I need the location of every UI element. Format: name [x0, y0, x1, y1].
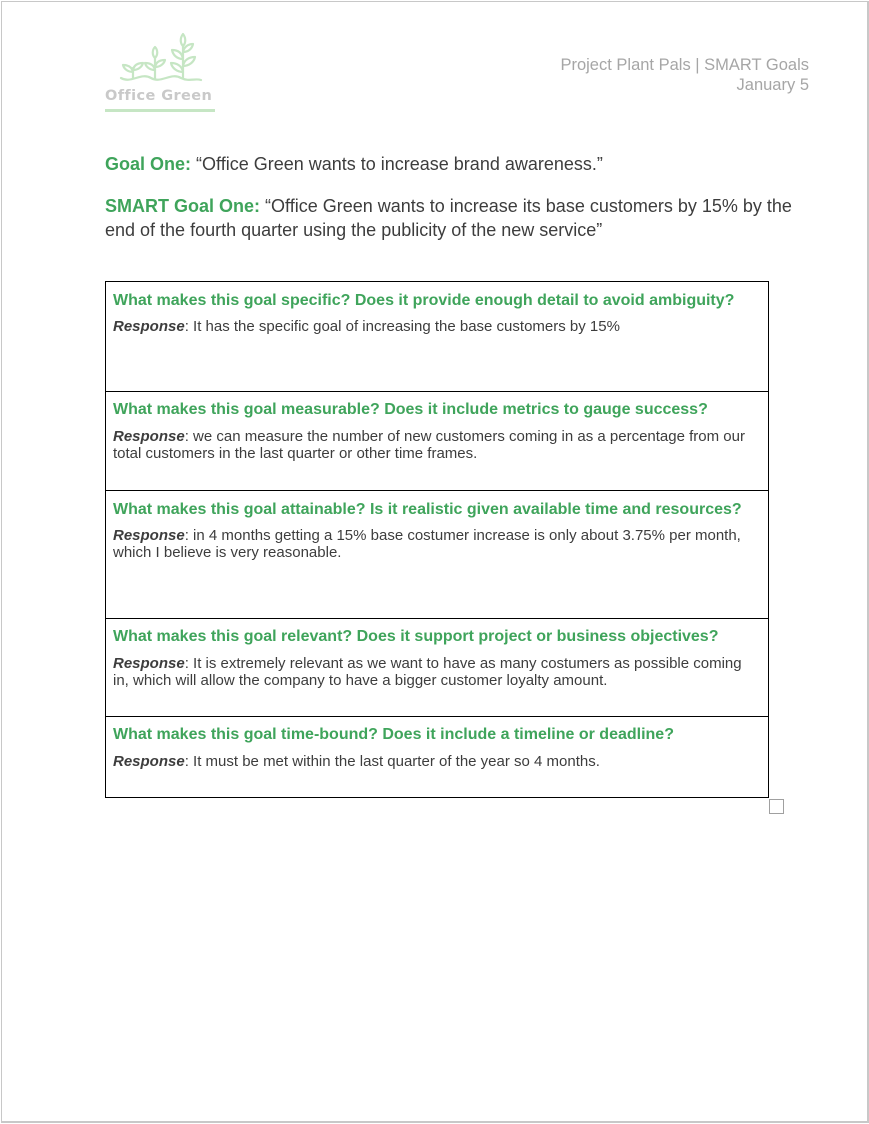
- table-row-attainable: [106, 491, 769, 619]
- response-text: : It must be met within the last quarter of the year so 4 months.: [184, 753, 600, 770]
- smart-goal-one-text: “Office Green wants to increase its base customers by 15% by the end of the fourth quarter using the publicity of the new service”: [105, 196, 792, 240]
- logo-text: Office Green: [105, 88, 213, 104]
- table-cell[interactable]: [106, 392, 769, 491]
- header-date: January 5: [736, 76, 809, 94]
- question-relevant: What makes this goal relevant? Does it support project or business objectives?: [113, 628, 719, 645]
- table-row-relevant: [106, 619, 769, 717]
- smart-goal-one-label: SMART Goal One:: [105, 196, 261, 216]
- plant-sprouts-icon: [119, 32, 203, 88]
- table-cell[interactable]: [106, 491, 769, 619]
- response-text: : It is extremely relevant as we want to have as many costumers as possible coming in, which will allow the company to have a bigger customer loyalty amount.: [113, 655, 742, 689]
- smart-goal-one: [105, 194, 795, 242]
- header-title: Project Plant Pals | SMART Goals: [560, 56, 809, 74]
- goal-one: [105, 152, 795, 176]
- table-row-time-bound: [106, 717, 769, 798]
- table-resize-handle[interactable]: [769, 799, 784, 814]
- response-text: : in 4 months getting a 15% base costumer increase is only about 3.75% per month, which I believe is very reasonable.: [113, 527, 741, 561]
- response-text: : we can measure the number of new customers coming in as a percentage from our total customers in the last quarter or other time frames.: [113, 428, 745, 462]
- document-page: [1, 1, 869, 1123]
- logo-underline: [105, 109, 215, 112]
- response-time-bound: [113, 753, 761, 770]
- table-cell[interactable]: [106, 717, 769, 798]
- question-measurable: What makes this goal measurable? Does it include metrics to gauge success?: [113, 401, 708, 418]
- goal-one-text: “Office Green wants to increase brand awareness.”: [191, 154, 603, 174]
- response-label: Response: [113, 527, 185, 544]
- company-logo: [105, 32, 215, 114]
- goal-one-label: Goal One:: [105, 154, 192, 174]
- response-specific: [113, 318, 761, 335]
- response-attainable: [113, 527, 761, 561]
- question-attainable: What makes this goal attainable? Is it realistic given available time and resources?: [113, 501, 742, 518]
- document-header: [560, 55, 809, 95]
- question-specific: What makes this goal specific? Does it provide enough detail to avoid ambiguity?: [113, 292, 735, 309]
- table-row-specific: [106, 282, 769, 392]
- response-label: Response: [113, 753, 185, 770]
- question-time-bound: What makes this goal time-bound? Does it include a timeline or deadline?: [113, 726, 674, 743]
- response-label: Response: [113, 318, 185, 335]
- response-label: Response: [113, 428, 185, 445]
- table-cell[interactable]: [106, 282, 769, 392]
- response-label: Response: [113, 655, 185, 672]
- table-row-measurable: [106, 392, 769, 491]
- table-cell[interactable]: [106, 619, 769, 717]
- response-text: : It has the specific goal of increasing the base customers by 15%: [184, 318, 620, 335]
- response-measurable: [113, 428, 761, 462]
- response-relevant: [113, 655, 761, 689]
- smart-criteria-table: [105, 281, 769, 798]
